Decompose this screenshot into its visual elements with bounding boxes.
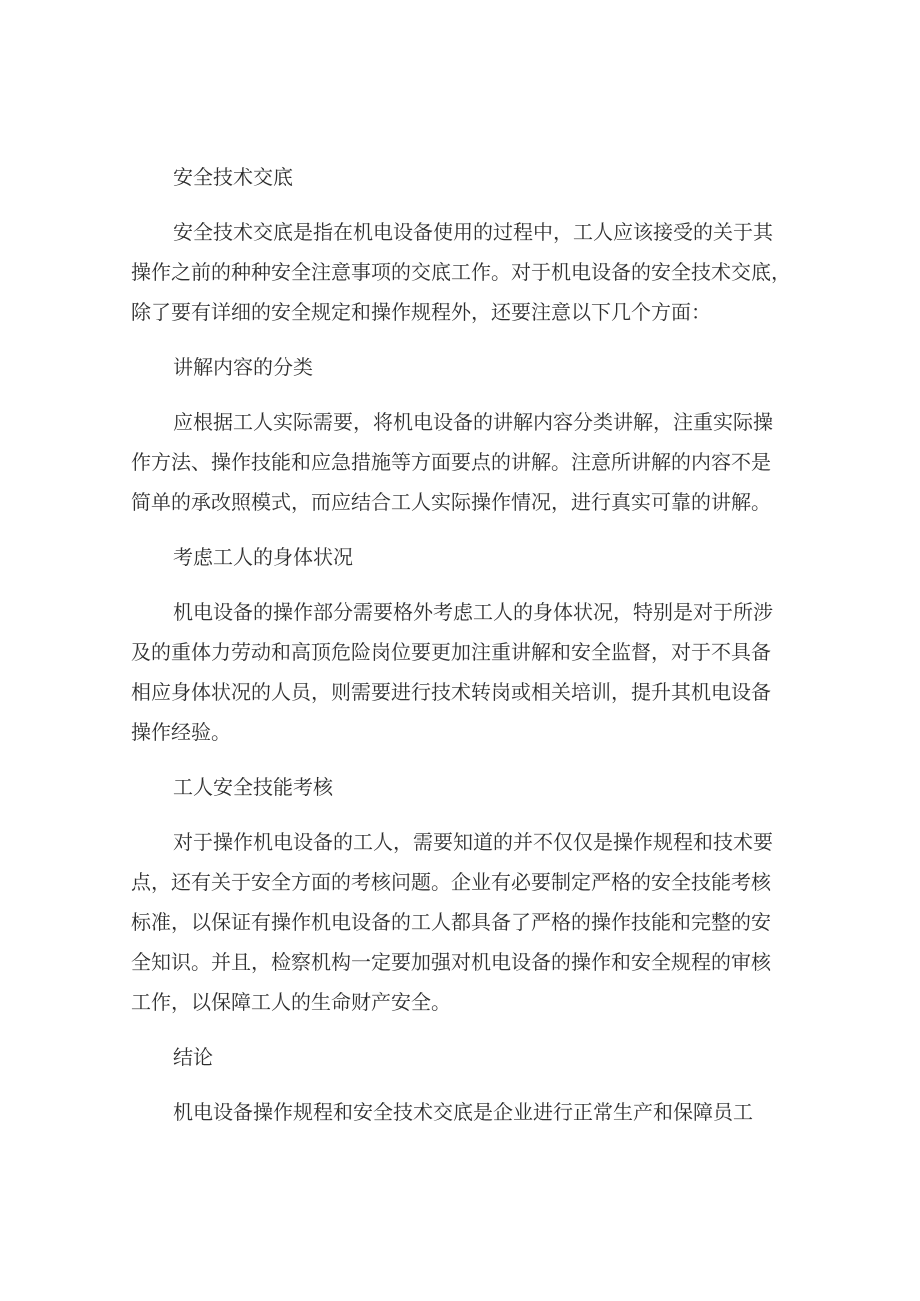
text-line: 点，还有关于安全方面的考核问题。企业有必要制定严格的安全技能考核 [131,872,771,894]
text-line: 对于操作机电设备的工人，需要知道的并不仅仅是操作规程和技术要 [173,832,773,854]
heading-line: 结论 [173,1047,213,1069]
text-line: 全知识。并且，检察机构一定要加强对机电设备的操作和安全规程的审核 [131,952,771,974]
section-title-safety-skill-assessment [131,768,786,808]
heading-line: 安全技术交底 [173,167,293,189]
heading-line: 讲解内容的分类 [173,357,313,379]
text-line: 机电设备的操作部分需要格外考虑工人的身体状况，特别是对于所涉 [173,602,773,624]
text-line: 简单的承改照模式，而应结合工人实际操作情况，进行真实可靠的讲解。 [131,492,771,514]
paragraph-safety-disclosure-intro [131,213,791,333]
paragraph-worker-physical-condition [131,593,786,753]
text-line: 操作之前的种种安全注意事项的交底工作。对于机电设备的安全技术交底， [131,262,791,284]
text-line: 相应身体状况的人员，则需要进行技术转岗或相关培训，提升其机电设备 [131,682,771,704]
text-line: 作方法、操作技能和应急措施等方面要点的讲解。注意所讲解的内容不是 [131,452,771,474]
section-title-content-classification [131,348,786,388]
text-line: 标准，以保证有操作机电设备的工人都具备了严格的操作技能和完整的安 [131,912,771,934]
section-title-safety-disclosure [131,158,786,198]
text-line: 除了要有详细的安全规定和操作规程外，还要注意以下几个方面： [131,302,711,324]
document-content [131,158,791,1148]
paragraph-content-classification [131,403,786,523]
paragraph-safety-skill-assessment [131,823,786,1023]
text-line: 工作，以保障工人的生命财产安全。 [131,992,451,1014]
text-line: 及的重体力劳动和高顶危险岗位要更加注重讲解和安全监督，对于不具备 [131,642,771,664]
section-title-worker-physical-condition [131,538,786,578]
text-line: 操作经验。 [131,722,231,744]
text-line: 机电设备操作规程和安全技术交底是企业进行正常生产和保障员工 [173,1102,753,1124]
text-line: 安全技术交底是指在机电设备使用的过程中，工人应该接受的关于其 [173,222,773,244]
heading-line: 考虑工人的身体状况 [173,547,353,569]
section-title-conclusion [131,1038,786,1078]
heading-line: 工人安全技能考核 [173,777,333,799]
paragraph-conclusion [131,1093,786,1133]
text-line: 应根据工人实际需要，将机电设备的讲解内容分类讲解，注重实际操 [173,412,773,434]
